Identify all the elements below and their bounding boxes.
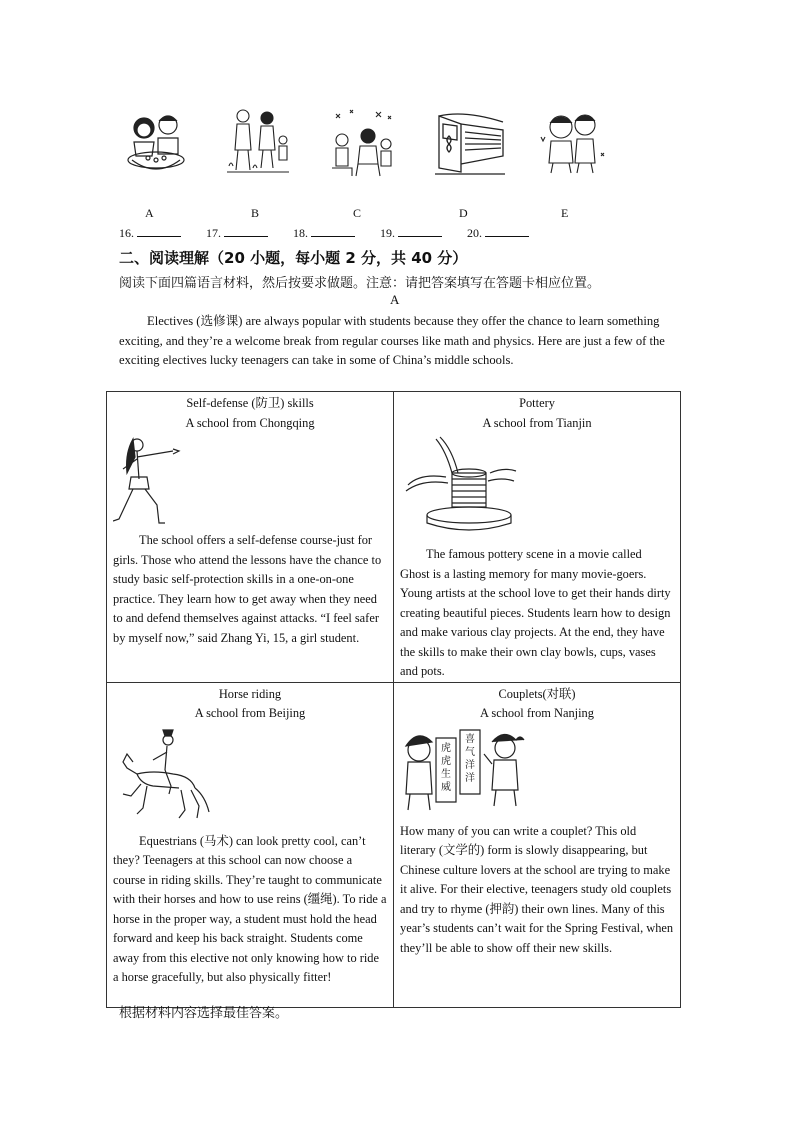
horse-riding-illustration [113, 724, 387, 832]
section-heading: 二、阅读理解（20 小题，每小题 2 分，共 40 分） [119, 249, 468, 267]
cell-text: The school offers a self-defense course-just for girls. Those who attend the lessons have the chance to study basic self-protection skills in a one-on-one practice. They learn how to get away when they need to and defend themselves against attacks. “I feel safer by myself now,” said Zhang Yi, 15, a girl student. [113, 533, 382, 645]
picture-label-c: C [353, 206, 362, 220]
cell-school: A school from Nanjing [480, 706, 594, 720]
picture-label-e: E [561, 206, 569, 220]
blank-17[interactable]: 17. [206, 226, 268, 240]
self-defense-illustration [113, 433, 387, 531]
couplet-scroll-left-text: 虎虎生威 [441, 742, 451, 793]
picture-label-a: A [145, 206, 154, 220]
cell-pottery [394, 392, 681, 683]
blank-16[interactable]: 16. [119, 226, 181, 240]
intro-paragraph: Electives (选修课) are always popular with students because they offer the chance to learn something exciting, and they’re a welcome break from regular courses like math and physics. Here are just a few of the exciting electives lucky teenagers can take in some of China’s middle schools. [119, 314, 665, 368]
footer-instruction: 根据材料内容选择最佳答案。 [119, 1006, 289, 1021]
picture-b-family-walking [223, 106, 293, 178]
cell-title: Pottery [519, 396, 555, 410]
picture-d-train [435, 108, 505, 176]
picture-c-fireworks-children [328, 106, 398, 178]
passage-intro [119, 312, 679, 371]
answer-blanks-row [119, 226, 551, 241]
picture-e-children-festival [537, 107, 609, 177]
cell-school: A school from Tianjin [482, 415, 592, 430]
cell-school: A school from Chongqing [185, 415, 315, 430]
cell-title: Horse riding [218, 686, 282, 701]
couplet-scroll-right-text: 喜气洋洋 [465, 733, 475, 784]
blank-19[interactable]: 19. [380, 226, 442, 240]
blank-18[interactable]: 18. [293, 226, 355, 240]
picture-label-d: D [459, 206, 468, 220]
cell-couplets [394, 682, 681, 1007]
pottery-illustration [400, 433, 674, 545]
cell-horse-riding [107, 682, 394, 1007]
cell-school: A school from Beijing [194, 706, 306, 720]
cell-text: How many of you can write a couplet? This old literary (文学的) form is slowly disappearing, but Chinese culture lovers at the school are trying to make it alive. For their elective, teenagers study old couplets and try to rhyme (押韵) their own lines. Many of this year’s students can’t wait for the Spring Festival, when they’ll be able to show off their new skills. [400, 823, 674, 955]
picture-label-b: B [251, 206, 260, 220]
electives-table [106, 391, 681, 1008]
cell-title: Self-defense (防卫) skills [186, 396, 314, 410]
cell-text: Equestrians (马术) can look pretty cool, can’t they? Teenagers at this school can now choose a course in riding skills. They’re taught to communicate with their horses and how to use reins (缰绳). To ride a horse in the proper way, a student must hold the head forward and keep his back straight. Students come away from this elective not only knowing how to ride a horse gracefully, but also physically fitter! [113, 833, 387, 984]
section-instruction: 阅读下面四篇语言材料，然后按要求做题。注意：请把答案填写在答题卡相应位置。 [119, 276, 601, 291]
cell-self-defense [107, 392, 394, 683]
blank-20[interactable]: 20. [467, 226, 529, 240]
passage-label: A [390, 292, 400, 307]
couplets-illustration [400, 724, 674, 822]
cell-text: The famous pottery scene in a movie called Ghost is a lasting memory for many movie-goers. Young artists at the school love to get their hands dirty creating beautiful pieces. Students learn how to design and make various clay projects. At the end, they have the skills to make their own clay bowls, cups, vases and pots. [400, 547, 671, 678]
picture-a-children-eating [120, 108, 190, 176]
cell-title: Couplets(对联) [498, 686, 576, 701]
